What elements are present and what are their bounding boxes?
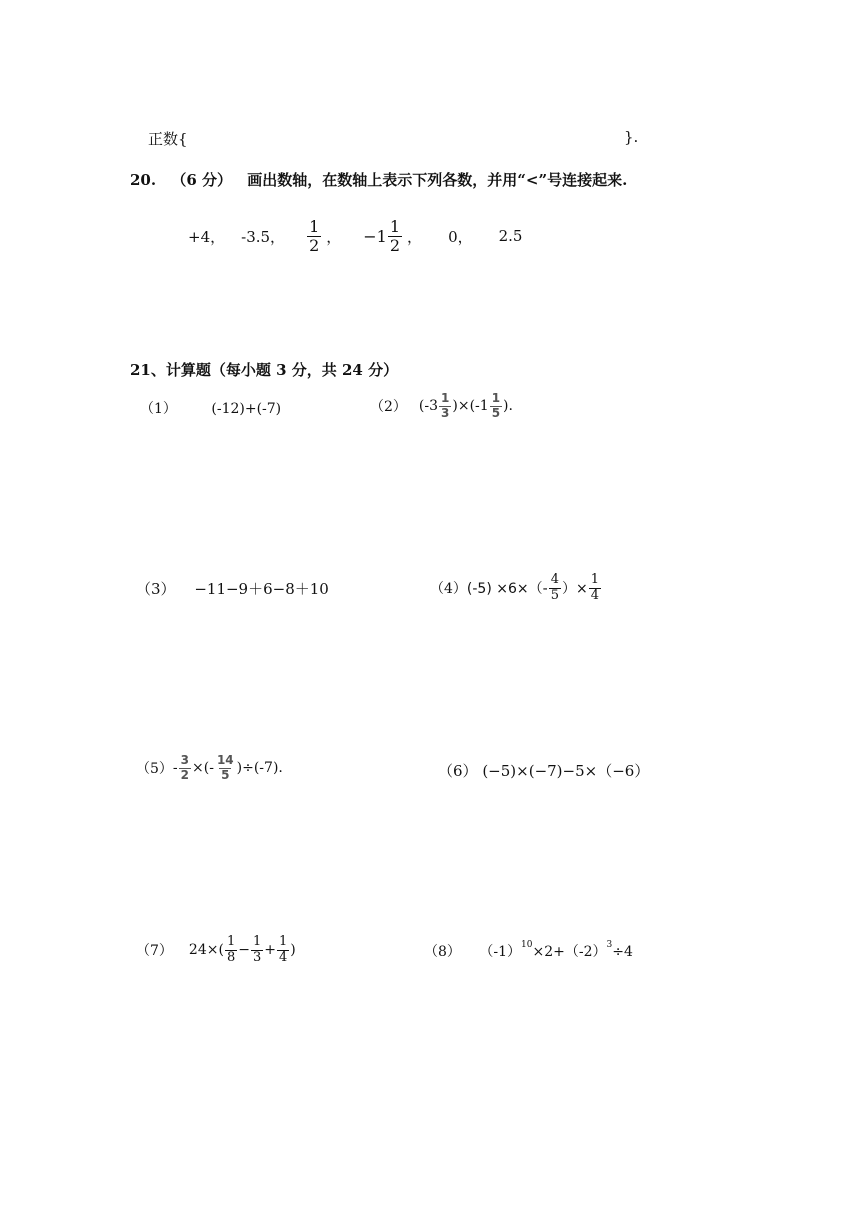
q21-part2-frac1-den: 3 (441, 405, 450, 420)
q21-part5-frac2 (215, 754, 236, 781)
q21-part7-frac2-den: 3 (252, 949, 262, 965)
q21-part4-mid: ）× (561, 581, 588, 597)
q21-part7-frac1-num: 1 (226, 934, 236, 950)
q21-part4-label: （4） (430, 581, 467, 597)
q21-part3 (136, 578, 329, 599)
q21-part2-mid: )×(-1 (452, 398, 489, 414)
q21-part3-expr: −11−9＋6−8＋10 (194, 580, 329, 598)
q21-part7-pre: 24×( (188, 942, 224, 958)
q21-part2-frac2 (490, 392, 502, 419)
q21-part7-close: ) (290, 942, 296, 958)
q21-part5-frac2-den: 5 (221, 767, 230, 782)
q21-part8-pre: （-1） (479, 944, 522, 960)
q21-part4-pre: (-5) ×6×（- (466, 581, 548, 597)
q21-part5-frac1-num: 3 (180, 753, 190, 768)
q21-part8-label: （8） (424, 944, 461, 960)
q21-part5-mid: ×(- (192, 760, 214, 776)
q21-part1-expr: (-12)+(-7) (211, 401, 282, 417)
q21-part8-exp1: 10 (521, 940, 533, 950)
q21-part4-frac2 (589, 573, 601, 603)
q21-part2-frac1 (439, 392, 451, 419)
q21-part7-frac3 (277, 935, 289, 965)
q21-part2-frac2-den: 5 (491, 405, 501, 420)
q21-part4-frac2-den: 4 (590, 587, 599, 603)
q20-header (130, 169, 627, 190)
q21-part1 (140, 398, 281, 418)
q21-part7-frac2-num: 1 (252, 934, 262, 950)
q21-part5-close: )÷(-7). (236, 760, 283, 776)
q21-part7-frac1 (225, 935, 237, 965)
q21-part7-frac3-num: 1 (278, 934, 288, 950)
q20-num-c (307, 218, 321, 254)
q21-part7-label: （7） (136, 943, 173, 959)
positive-set-label: 正数{ (148, 130, 188, 148)
q20-num-c-numerator: 1 (309, 216, 320, 236)
q21-part7-frac2 (251, 935, 263, 965)
q20-num-d-numerator: 1 (389, 216, 401, 236)
q21-part2 (370, 388, 513, 424)
q21-part8-mid: ×2+（-2） (532, 944, 607, 960)
q20-numbers (188, 214, 522, 258)
q20-points: （6 分） (171, 171, 233, 189)
q20-instruction: 画出数轴，在数轴上表示下列各数，并用“<”号连接起来. (247, 171, 628, 189)
q20-num-d (388, 218, 402, 254)
q20-num-e: 0， (448, 227, 473, 246)
q20-num-d-sep: ， (407, 227, 423, 246)
q21-part7-op1: − (238, 942, 250, 958)
q20-num-c-sep: ， (326, 227, 342, 246)
q21-part2-close: ). (503, 398, 513, 414)
q20-number: 20. (130, 171, 157, 189)
q21-part6-expr: (−5)×(−7)−5×（−6） (482, 762, 650, 780)
q21-part2-frac1-num: 1 (441, 391, 450, 406)
q21-part6 (438, 760, 649, 781)
q21-part5-frac1 (179, 754, 191, 781)
q21-part7 (136, 928, 296, 972)
q21-part5-frac1-den: 2 (180, 767, 190, 782)
q21-part8 (424, 940, 633, 961)
q21-title: 21、计算题（每小题 3 分，共 24 分） (130, 361, 399, 379)
q20-num-d-whole: −1 (363, 226, 387, 246)
q21-part7-frac1-den: 8 (226, 949, 236, 965)
q21-part2-frac2-num: 1 (491, 391, 501, 406)
q21-part2-label: （2） (370, 399, 407, 415)
q21-part6-label: （6） (438, 762, 478, 780)
q21-part4 (430, 568, 602, 608)
q21-part1-label: （1） (140, 401, 177, 417)
positive-set-close: }. (624, 128, 639, 146)
q20-num-b: -3.5， (241, 227, 286, 246)
q21-part3-label: （3） (136, 580, 176, 598)
positive-set-line (148, 128, 188, 149)
q21-part7-frac3-den: 4 (278, 949, 288, 965)
q21-part7-op2: + (264, 942, 276, 958)
q20-num-a: +4， (188, 227, 226, 246)
q21-part2-open: (-3 (418, 398, 439, 414)
q21-part8-post: ÷4 (612, 944, 633, 960)
q21-part4-frac2-num: 1 (590, 572, 599, 588)
q21-part8-exp2: 3 (606, 940, 613, 950)
q21-part5 (136, 748, 283, 788)
q21-part4-frac1-num: 4 (550, 572, 559, 588)
q21-part4-frac1-den: 5 (550, 587, 559, 603)
q21-part5-minus: - (172, 760, 178, 776)
q20-num-f: 2.5 (498, 227, 523, 245)
q20-num-c-denominator: 2 (309, 235, 320, 255)
q21-part5-label: （5） (136, 761, 173, 777)
q21-part4-frac1 (549, 573, 561, 603)
q21-part5-frac2-num: 14 (216, 753, 234, 768)
q20-num-d-denominator: 2 (389, 235, 401, 255)
